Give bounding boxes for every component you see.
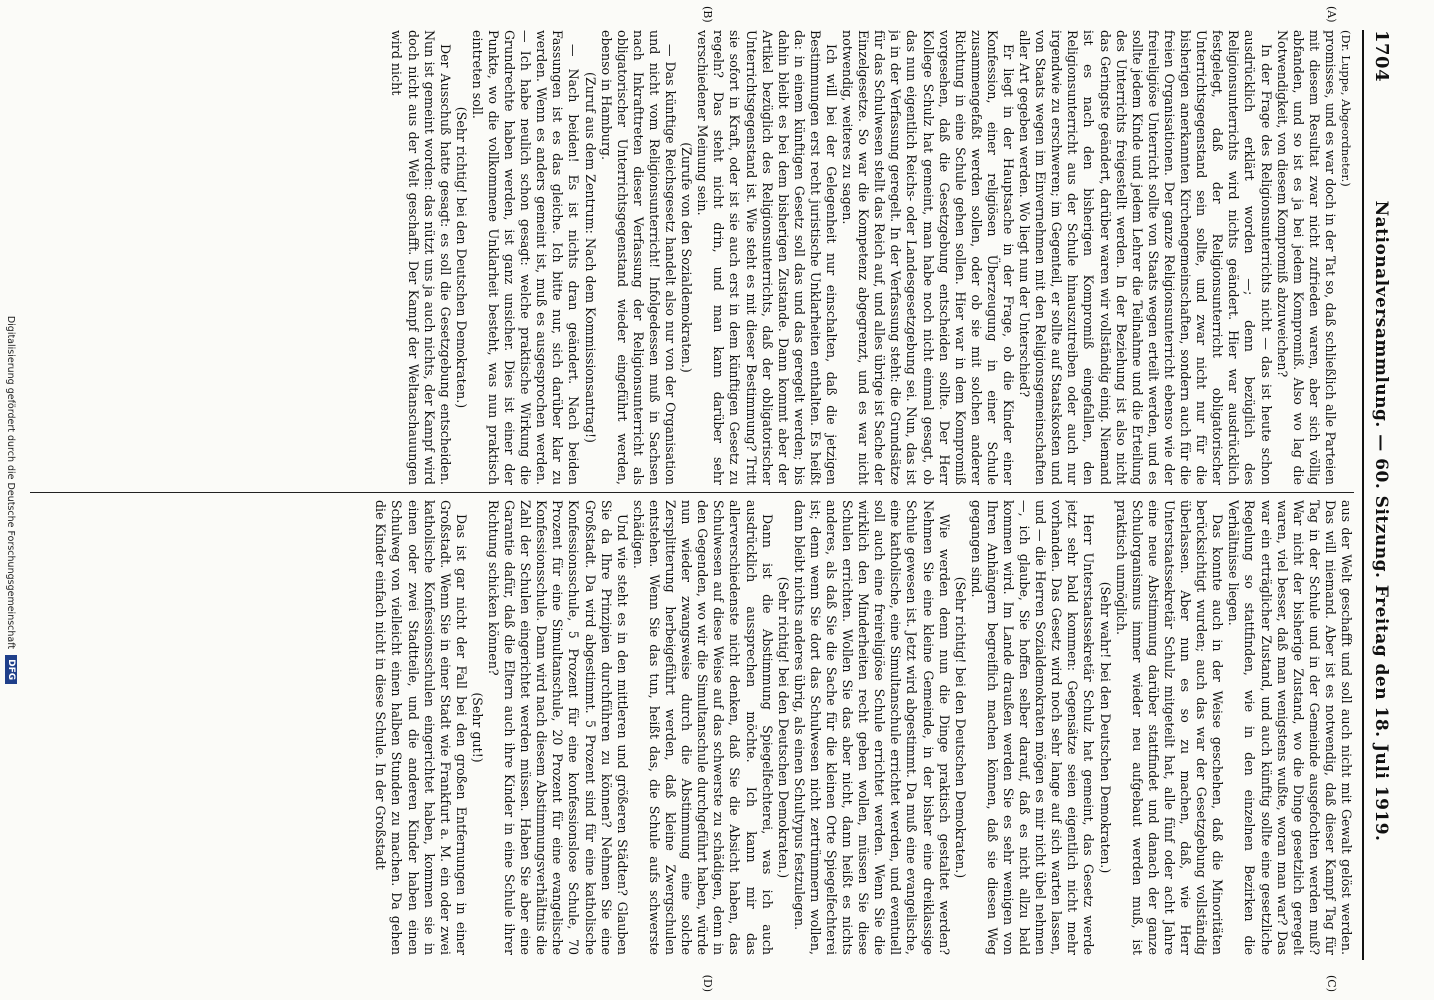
paragraph: Das ist gar nicht der Fall bei den großen Entfernungen in einer Großstadt. Wenn Sie in einer Stadt wie Frankfurt a. M. ein oder zwei katholische Konfessionsschulen eingerichtet haben, kommen sie in einen oder zwei Stadtteile, und die anderen Kinder haben einen Schulweg von vielleicht einen halben Stunden zu machen. Da gehen die Kinder einfach nicht in diese Schule. In der Großstadt	[373, 500, 469, 955]
paragraph: Er liegt in der Hauptsache in der Frage, ob die Kinder einer Konfession, einer religiösen Überzeugung in einer Schule zusammengefaßt werden sollen, oder ob sie mit solchen anderer Richtung in eine Schule gehen sollen. Hier war in dem Kompromiß vorgesehen, daß die Gesetzgebung entscheiden sollte. Der Herr Kollege Schulz hat gemeint, man habe noch nicht einmal gesagt, ob das nun eigentlich Reichs- oder Landesgesetzgebung sei. Nun, das ist ja in der Verfassung geregelt. In der Verfassung steht: die Grundsätze für das Schulwesen stellt das Reich auf, und alles übrige ist Sache der Einzelgesetze. So war die Kompetenz abgegrenzt, und es war nicht notwendig, weiteres zu sagen.	[840, 30, 1017, 485]
paragraph: Das konnte auch in der Weise geschehen, daß die Minoritäten berücksichtigt wurden; auch das war der Gesetzgebung vollständig überlassen. Aber nun es so zu machen, daß, wie Herr Unterstaatssekretär Schulz mitgeteilt hat, alle fünf oder acht Jahre eine neue Abstimmung darüber stattfindet und danach der ganze Schulorganismus immer wieder neu aufgebaut werden muß, ist praktisch unmöglich.	[1113, 500, 1226, 955]
paragraph: aus der Welt geschafft und soll auch nicht mit Gewalt gelöst werden. Das will niemand. Aber ist es notwendig, daß dieser Kampf Tag für Tag in der Schule und in der Gemeinde ausgefochten werden muß? War nicht der bisherige Zustand, wo die Dinge gesetzlich geregelt waren, viel besser, daß man wenigstens wußte, woran man war? Das war ein erträglicher Zustand, und auch künftig sollte eine gesetzliche Regelung so stattfinden, wie in den einzelnen Bezirken die Verhältnisse liegen.	[1226, 500, 1354, 955]
margin-mark-b: (B)	[701, 6, 714, 23]
digitization-credit	[0, 0, 22, 1000]
interjection: (Sehr wahr! bei den Deutschen Demokraten.)	[1097, 581, 1113, 874]
paragraph: Und wie steht es in den mittleren und größeren Städten? Glauben Sie da Ihre Prinzipien durchführen zu können? Nehmen Sie eine Großstadt. Da wird abgestimmt. 5 Prozent sind für eine katholische Konfessionsschule, 5 Prozent für eine konfessionslose Schule, 70 Prozent für eine Simultanschule, 20 Prozent für eine evangelische Konfessionsschule. Dann wird nach diesem Abstimmungsverhältnis die Zahl der Schulen eingerichtet werden müssen. Haben Sie aber eine Garantie dafür, daß die Eltern auch ihre Kinder in eine Schule ihrer Richtung schicken können?	[486, 500, 630, 955]
page-header	[1366, 30, 1392, 960]
interjection: (Zurufe von den Sozialdemokraten.)	[679, 142, 695, 373]
page-running-title: Nationalversammlung. — 60. Sitzung. Freitag den 18. Juli 1919.	[1371, 200, 1391, 842]
dfg-logo: DFG	[5, 655, 17, 684]
paragraph: — Nach beiden! Es ist nichts dran geändert. Nach beiden Fassungen ist es das gleiche. Ich bitte nur, sich darüber klar zu werden. Wenn es anders gemeint ist, muß es ausgesprochen werden. — Ich habe neulich schon gesagt: welche praktische Wirkung die Grundrechte haben werden, ist ganz unsicher. Dies ist einer der Punkte, wo die vollkommene Unklarheit besteht, was nun praktisch eintreten soll.	[469, 30, 582, 485]
left-column	[30, 30, 1354, 485]
paragraph: Herr Unterstaatssekretär Schulz hat gemeint, das Gesetz werde jetzt sehr bald kommen: Gegensätze seien eigentlich nicht mehr vorhanden. Das Gesetz wird noch sehr lange auf sich warten lassen, und — die Herren Sozialdemokraten mögen es mir nicht übel nehmen —, ich glaube, Sie hoffen selber darauf, daß es nicht allzu bald kommen wird. Im Lande draußen werden Sie es sehr wenigen von Ihren Anhängern begreiflich machen können, daß sie diesen Weg gegangen sind.	[968, 500, 1097, 955]
paragraph: Dann ist die Abstimmung Spiegelfechterei, was ich auch ausdrücklich aussprechen möchte. Ich kann mir das allerverschiedenste nicht denken, daß Sie die Absicht haben, das Schulwesen auf diese Weise auf das schwerste zu schädigen, denn in den Gegenden, wo wir die Simultanschule durchgeführt haben, würde nun wieder zwangsweise durch die Abstimmung eine solche Zersplitterung herbeigeführt werden, daß kleine Zwergschulen entstehen. Wenn Sie das tun, heißt das, die Schule aufs schwerste schädigen.	[630, 500, 775, 955]
margin-mark-d: (D)	[701, 974, 714, 992]
interjection: (Sehr richtig! bei den Deutschen Demokraten.)	[952, 576, 968, 879]
paragraph: Der Ausschuß hatte gesagt: es soll die Gesetzgebung entscheiden. Nun ist gemeint worden: das nützt uns ja auch nichts, der Kampf wird doch nicht aus der Welt geschafft. Der Kampf der Weltanschauungen wird nicht	[389, 30, 453, 485]
margin-mark-c: (C)	[1325, 975, 1338, 992]
paragraph: — Das künftige Reichsgesetz handelt also nur von der Organisation und nicht vom Religionsunterricht! Infolgedessen muß in Sachsen nach Inkrafttreten dieser Verfassung der Religionsunterricht als obligatorischer Unterrichtsgegenstand wieder eingeführt werden, ebenso in Hamburg.	[598, 30, 679, 485]
column-divider	[30, 492, 1354, 493]
margin-mark-a: (A)	[1325, 6, 1338, 23]
paragraph: In der Frage des Religionsunterrichts nicht — das ist heute schon ausdrücklich erklärt worden —; denn bezüglich des Religionsunterrichts wird nichts geändert. Hier war ausdrücklich festgelegt, daß der Religionsunterricht obligatorischer Unterrichtsgegenstand sein sollte, und zwar nicht nur für die bisherigen anerkannten Kirchengemeinschaften, sondern auch für die freien Organisationen. Der ganze Religionsunterricht ebenso wie der freireligiöse Unterricht sollte von Staats wegen erteilt werden, und es sollte jedem Kinde und jedem Lehrer die Teilnahme und die Erteilung des Unterrichts freigestellt werden. In der Beziehung ist also nicht das Geringste geändert, darüber waren wir vollständig einig. Niemand ist es nach den bisherigen Kompromiß eingefallen, den Religionsunterricht aus der Schule hinauszutreiben oder auch nur irgendwie zu erschweren; im Gegenteil, er sollte auf Staatskosten und von Staats wegen im Einvernehmen mit den Religionsgemeinschaften aller Art gegeben werden. Wo liegt nun der Unterschied?	[1017, 30, 1274, 485]
interjection: (Sehr richtig! bei den Deutschen Demokraten.)	[775, 576, 791, 879]
paragraph: Ich will bei der Gelegenheit nur einschalten, daß die jetzigen Bestimmungen erst recht juristische Unklarheiten enthalten. Es heißt da: in einem künftigen Gesetz soll das und das geregelt werden; bis dahin bleibt es bei dem bisherigen Zustande. Dann kommt aber der Artikel bezüglich des Religionsunterrichts, daß der obligatorischer Unterrichtsgegenstand ist. Wie steht es mit dieser Bestimmung? Tritt sie sofort in Kraft, oder ist sie auch erst in dem künftigen Gesetz zu regeln? Das steht nicht drin, und man kann darüber sehr verschiedener Meinung sein.	[695, 30, 839, 485]
speaker-reference: (Dr. Luppe, Abgeordneter.)	[1339, 30, 1353, 187]
paragraph: Wie werden denn nun die Dinge praktisch gestaltet werden? Nehmen Sie eine kleine Gemeinde, in der bisher eine dreiklassige Schule gewesen ist. Jetzt wird abgestimmt. Da muß eine evangelische, eine katholische, eine Simultanschule errichtet werden, und eventuell soll auch eine freireligiöse Schule errichtet werden. Wenn Sie die wirklich den Minderheiten recht geben wollen, müssen Sie diese Schulen errichten. Wollen Sie das aber nicht, dann heißt es nichts anderes, als daß Sie die Sache für die kleinen Orte Spiegelfechterei ist; denn wenn Sie dort das Schulwesen nicht zertrümmern wollen, dann bleibt nichts anderes übrig, als einen Schultypus festzulegen.	[791, 500, 952, 955]
paragraph: promisses, und es war doch in der Tat so, daß schließlich alle Parteien mit diesem Resultat zwar nicht zufrieden waren, aber sich völlig abfanden, und so ist es ja bei jedem Kompromiß. Also wo lag die Notwendigkeit, von diesem Kompromiß abzuweichen?	[1274, 30, 1338, 485]
header-rule	[1362, 30, 1364, 960]
page-number: 1704	[1371, 30, 1392, 83]
interjection: (Zuruf aus dem Zentrum: Nach dem Kommissionsantrag!)	[582, 72, 598, 443]
interjection: (Sehr richtig! bei den Deutschen Demokraten.)	[453, 106, 469, 409]
credit-text: Digitalisierung gefördert durch die Deutsche Forschungsgemeinschaft	[5, 315, 17, 650]
interjection: (Sehr gut!)	[469, 692, 485, 763]
right-column	[30, 500, 1354, 955]
